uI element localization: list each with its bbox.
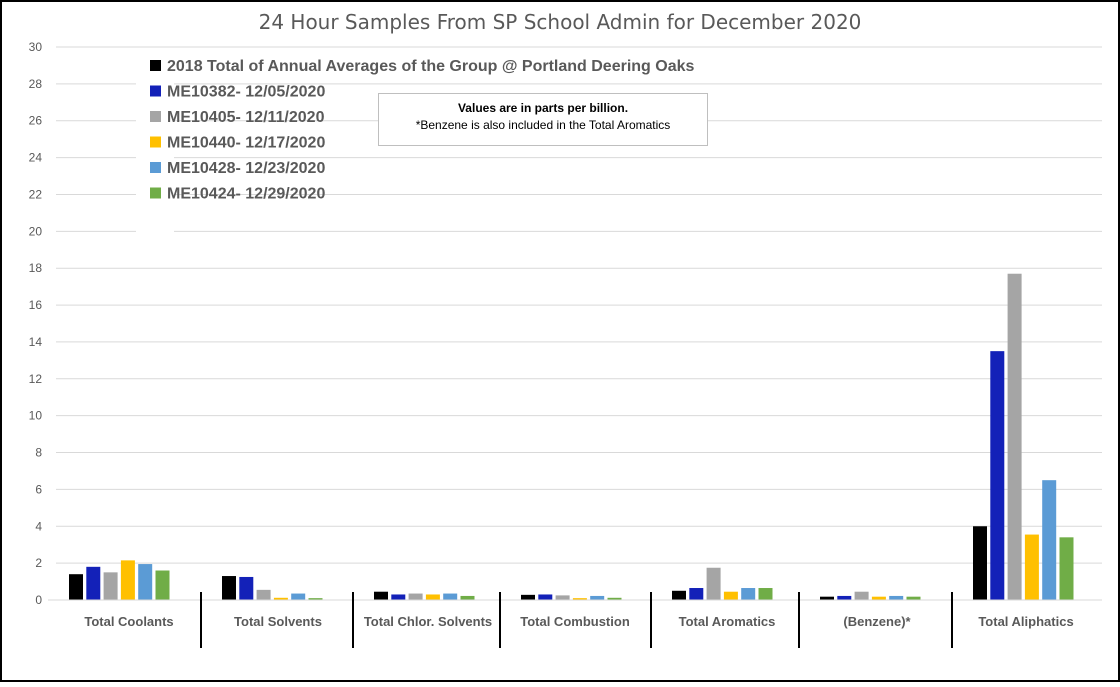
legend-label: ME10424- 12/29/2020 [167, 185, 326, 203]
y-tick-label: 6 [35, 482, 42, 497]
bar [1025, 535, 1039, 600]
y-tick-label: 8 [35, 445, 42, 460]
bar [538, 594, 552, 600]
bar [257, 590, 271, 600]
y-tick-label: 18 [28, 261, 42, 276]
bar [724, 592, 738, 600]
bar [689, 588, 703, 600]
legend-swatch [150, 188, 161, 199]
y-tick-label: 22 [28, 187, 42, 202]
bar [461, 596, 475, 600]
bar [1042, 480, 1056, 600]
units-note-line2: *Benzene is also included in the Total Aromatics [415, 118, 671, 132]
y-axis-ticks [29, 40, 43, 607]
bar [556, 595, 570, 600]
legend-swatch [150, 162, 161, 173]
bars [69, 274, 1074, 600]
bar [426, 594, 440, 600]
bar [707, 568, 721, 600]
bar [521, 595, 535, 600]
bar [837, 596, 851, 600]
y-tick-label: 16 [28, 298, 42, 313]
bar [104, 572, 118, 600]
y-tick-label: 0 [35, 593, 42, 607]
x-tick-label: Total Combustion [520, 614, 630, 629]
x-tick-label: Total Aromatics [678, 614, 776, 629]
y-tick-label: 26 [28, 113, 42, 128]
y-tick-label: 20 [28, 224, 42, 239]
bar [374, 592, 388, 600]
y-tick-label: 28 [28, 76, 42, 91]
y-tick-label: 2 [35, 556, 42, 571]
units-note [378, 93, 708, 146]
y-tick-label: 14 [28, 334, 42, 349]
x-tick-label: Total Aliphatics [978, 614, 1074, 629]
bar [990, 351, 1004, 600]
legend-label: ME10440- 12/17/2020 [167, 134, 326, 152]
bar [973, 526, 987, 600]
x-tick-label: Total Solvents [234, 614, 322, 629]
bar [138, 564, 152, 600]
legend-label: 2018 Total of Annual Averages of the Group @ Portland Deering Oaks [167, 58, 695, 75]
bar [741, 588, 755, 600]
y-tick-label: 4 [35, 519, 42, 534]
y-tick-label: 12 [28, 371, 42, 386]
bar [121, 560, 135, 600]
x-tick-label: Total Chlor. Solvents [363, 614, 493, 629]
bar [759, 588, 773, 600]
legend-label: ME10428- 12/23/2020 [167, 160, 326, 177]
y-tick-label: 24 [28, 150, 42, 165]
bar [672, 591, 686, 600]
bar [239, 577, 253, 600]
bar [86, 567, 100, 600]
legend-swatch [150, 137, 161, 148]
legend-swatch [150, 86, 161, 97]
bar [156, 571, 170, 600]
x-tick-label: Total Coolants [84, 614, 174, 629]
legend-swatch [150, 111, 161, 122]
bar [1008, 274, 1022, 600]
bar [222, 576, 236, 600]
bar [889, 596, 903, 600]
bar [1060, 537, 1074, 600]
y-tick-label: 10 [28, 408, 42, 423]
bar [391, 594, 405, 600]
legend-swatch [150, 60, 161, 71]
bar [291, 594, 305, 600]
bar [69, 574, 83, 600]
bar [590, 596, 604, 600]
x-tick-label: (Benzene)* [843, 614, 911, 629]
y-tick-label: 30 [28, 40, 42, 54]
legend-label: ME10405- 12/11/2020 [167, 109, 325, 126]
legend-label: ME10382- 12/05/2020 [167, 83, 326, 101]
bar [409, 594, 423, 600]
bar [443, 594, 457, 600]
x-axis [48, 592, 1102, 648]
units-note-line1: Values are in parts per billion. [457, 101, 629, 115]
bar [855, 592, 869, 600]
chart-title: 24 Hour Samples From SP School Admin for December 2020 [258, 10, 862, 34]
